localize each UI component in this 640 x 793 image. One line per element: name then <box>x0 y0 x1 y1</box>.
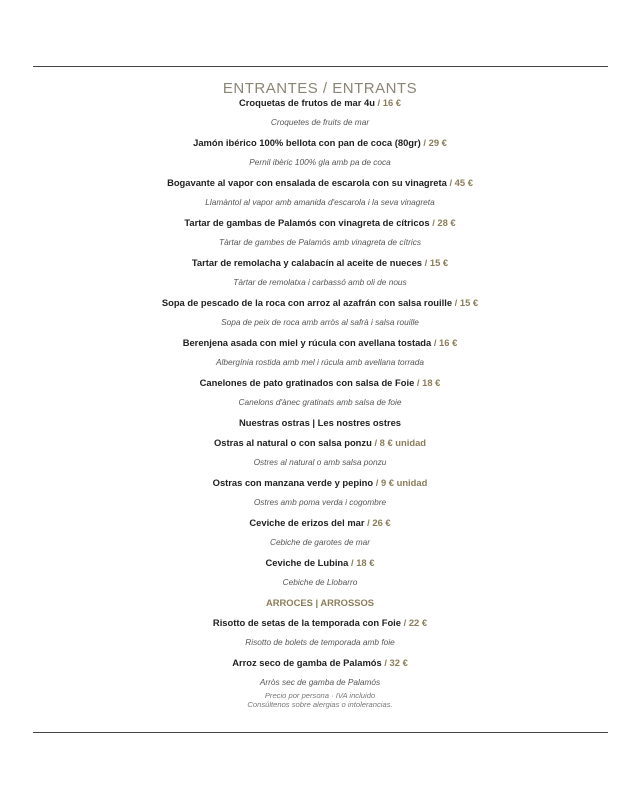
oysters-list <box>0 437 640 588</box>
dish-name <box>0 377 640 389</box>
dish-title: Ceviche de Lubina <box>265 557 349 568</box>
dish-translation: Pernil ibèric 100% gla amb pa de coca <box>249 157 391 167</box>
menu-item <box>0 377 640 408</box>
rice-list <box>0 617 640 688</box>
rice-heading: ARROCES | ARROSSOS <box>265 597 375 608</box>
menu-item <box>0 657 640 688</box>
dish-price: / 9 € unidad <box>375 477 428 488</box>
menu-item <box>0 297 640 328</box>
dish-translation: Risotto de bolets de temporada amb foie <box>245 637 395 647</box>
dish-name <box>0 337 640 349</box>
dish-translation: Canelons d'ànec gratinats amb salsa de foie <box>238 397 402 407</box>
menu-item <box>0 337 640 368</box>
dish-title: Risotto de setas de la temporada con Foie <box>212 617 401 628</box>
dish-title: Ostras al natural o con salsa ponzu <box>213 437 372 448</box>
dish-title: Sopa de pescado de la roca con arroz al azafrán con salsa rouille <box>161 297 453 308</box>
dish-title: Jamón ibérico 100% bellota con pan de coca (80gr) <box>193 137 421 148</box>
dish-price: / 16 € <box>433 337 458 348</box>
dish-price: / 28 € <box>432 217 456 228</box>
menu-item <box>0 257 640 288</box>
dish-translation: Ostres amb poma verda i cogombre <box>253 497 387 507</box>
dish-title: Croquetas de frutos de mar 4u <box>238 97 375 108</box>
dish-translation: Tàrtar de gambes de Palamós amb vinagreta de cítrics <box>219 237 421 247</box>
dish-name <box>0 177 640 189</box>
dish-price: / 18 € <box>350 557 375 568</box>
dish-translation: Arròs sec de gamba de Palamós <box>259 677 381 687</box>
dish-name <box>0 437 640 449</box>
dish-name <box>0 477 640 489</box>
dish-name <box>0 557 640 569</box>
dish-translation: Llamàntol al vapor amb amanida d'escarola i la seva vinagreta <box>205 197 435 207</box>
menu <box>0 80 640 709</box>
dish-translation: Sopa de peix de roca amb arròs al safrà i salsa rouille <box>221 317 419 327</box>
dish-price: / 16 € <box>377 97 402 108</box>
dish-translation: Croquetes de fruits de mar <box>270 117 370 127</box>
entrantes-list <box>0 97 640 408</box>
menu-item <box>0 477 640 508</box>
dish-title: Berenjena asada con miel y rúcula con avellana tostada <box>182 337 432 348</box>
footer-note <box>0 691 640 709</box>
dish-price: / 18 € <box>416 377 441 388</box>
dish-translation: Tàrtar de remolatxa i carbassó amb oli de nous <box>233 277 407 287</box>
dish-price: / 26 € <box>367 517 391 528</box>
dish-title: Bogavante al vapor con ensalada de escarola con su vinagreta <box>167 177 447 188</box>
dish-translation: Cebiche de Llobarro <box>282 577 358 587</box>
menu-item <box>0 97 640 128</box>
dish-name <box>0 137 640 149</box>
dish-title: Canelones de pato gratinados con salsa de Foie <box>199 377 415 388</box>
dish-name <box>0 97 640 109</box>
bottom-divider <box>33 732 608 733</box>
dish-name <box>0 217 640 229</box>
oysters-heading: Nuestras ostras | Les nostres ostres <box>238 417 402 428</box>
dish-price: / 32 € <box>384 657 408 668</box>
menu-item <box>0 137 640 168</box>
top-divider <box>33 66 608 67</box>
dish-title: Ceviche de erizos del mar <box>249 517 365 528</box>
dish-price: / 8 € unidad <box>374 437 427 448</box>
dish-translation: Cebiche de garotes de mar <box>269 537 371 547</box>
menu-item <box>0 557 640 588</box>
dish-name <box>0 257 640 269</box>
dish-name <box>0 657 640 669</box>
dish-name <box>0 617 640 629</box>
dish-title: Ostras con manzana verde y pepino <box>212 477 374 488</box>
menu-item <box>0 517 640 548</box>
footer-allergy-note: Consúltenos sobre alergias o intolerancias. <box>247 700 393 709</box>
dish-translation: Albergínia rostida amb mel i rúcula amb avellana torrada <box>216 357 424 367</box>
menu-item <box>0 617 640 648</box>
section-title: ENTRANTES / ENTRANTS <box>222 80 418 97</box>
dish-price: / 45 € <box>449 177 473 188</box>
footer-price-note: Precio por persona · IVA incluido <box>264 691 376 700</box>
menu-item <box>0 437 640 468</box>
menu-item <box>0 217 640 248</box>
dish-name <box>0 517 640 529</box>
dish-price: / 22 € <box>403 617 428 628</box>
dish-translation: Ostres al natural o amb salsa ponzu <box>253 457 387 467</box>
dish-title: Arroz seco de gamba de Palamós <box>232 657 382 668</box>
dish-title: Tartar de gambas de Palamós con vinagreta de cítricos <box>184 217 430 228</box>
dish-title: Tartar de remolacha y calabacín al aceite de nueces <box>191 257 423 268</box>
dish-price: / 15 € <box>454 297 479 308</box>
dish-price: / 29 € <box>423 137 447 148</box>
menu-item <box>0 177 640 208</box>
dish-price: / 15 € <box>424 257 449 268</box>
dish-name <box>0 297 640 309</box>
